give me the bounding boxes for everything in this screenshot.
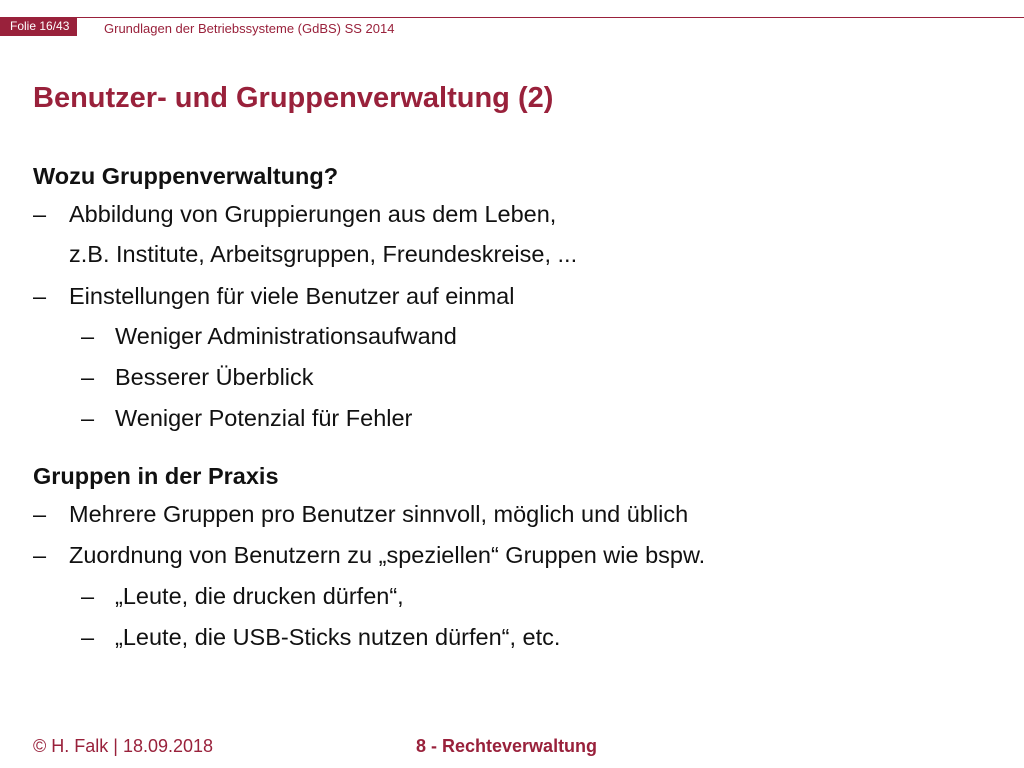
section-heading-wozu: Wozu Gruppenverwaltung? (33, 163, 339, 189)
list-item-abbildung-continuation: z.B. Institute, Arbeitsgruppen, Freundeskreise, ... (69, 241, 578, 267)
sub-bullet-dash: – (81, 323, 95, 349)
sub-bullet-dash: – (81, 583, 95, 609)
sub-item-administrationsaufwand: Weniger Administrationsaufwand (115, 323, 457, 349)
sub-item-drucken: „Leute, die drucken dürfen“, (115, 583, 404, 609)
sub-item-ueberblick: Besserer Überblick (115, 364, 314, 390)
sub-bullet-dash: – (81, 405, 95, 431)
sub-bullet-dash: – (81, 364, 95, 390)
bullet-dash: – (33, 201, 47, 227)
footer-chapter: 8 - Rechteverwaltung (416, 736, 598, 756)
sub-item-usb-sticks: „Leute, die USB-Sticks nutzen dürfen“, etc. (115, 624, 561, 650)
footer-author-date: © H. Falk | 18.09.2018 (33, 736, 214, 756)
bullet-dash: – (33, 542, 47, 568)
list-item-abbildung: Abbildung von Gruppierungen aus dem Leben, (69, 201, 557, 227)
list-item-einstellungen: Einstellungen für viele Benutzer auf einmal (69, 283, 515, 309)
list-item-zuordnung: Zuordnung von Benutzern zu „speziellen“ Gruppen wie bspw. (69, 542, 706, 568)
bullet-dash: – (33, 283, 47, 309)
course-title: Grundlagen der Betriebssysteme (GdBS) SS 2014 (104, 21, 395, 36)
slide-title: Benutzer- und Gruppenverwaltung (2) (33, 82, 554, 114)
slide-counter-badge: Folie 16/43 (0, 17, 77, 36)
bullet-dash: – (33, 501, 47, 527)
list-item-mehrere-gruppen: Mehrere Gruppen pro Benutzer sinnvoll, möglich und üblich (69, 501, 689, 527)
sub-bullet-dash: – (81, 624, 95, 650)
header-rule (0, 17, 1024, 18)
sub-item-fehler: Weniger Potenzial für Fehler (115, 405, 413, 431)
section-heading-praxis: Gruppen in der Praxis (33, 463, 279, 489)
